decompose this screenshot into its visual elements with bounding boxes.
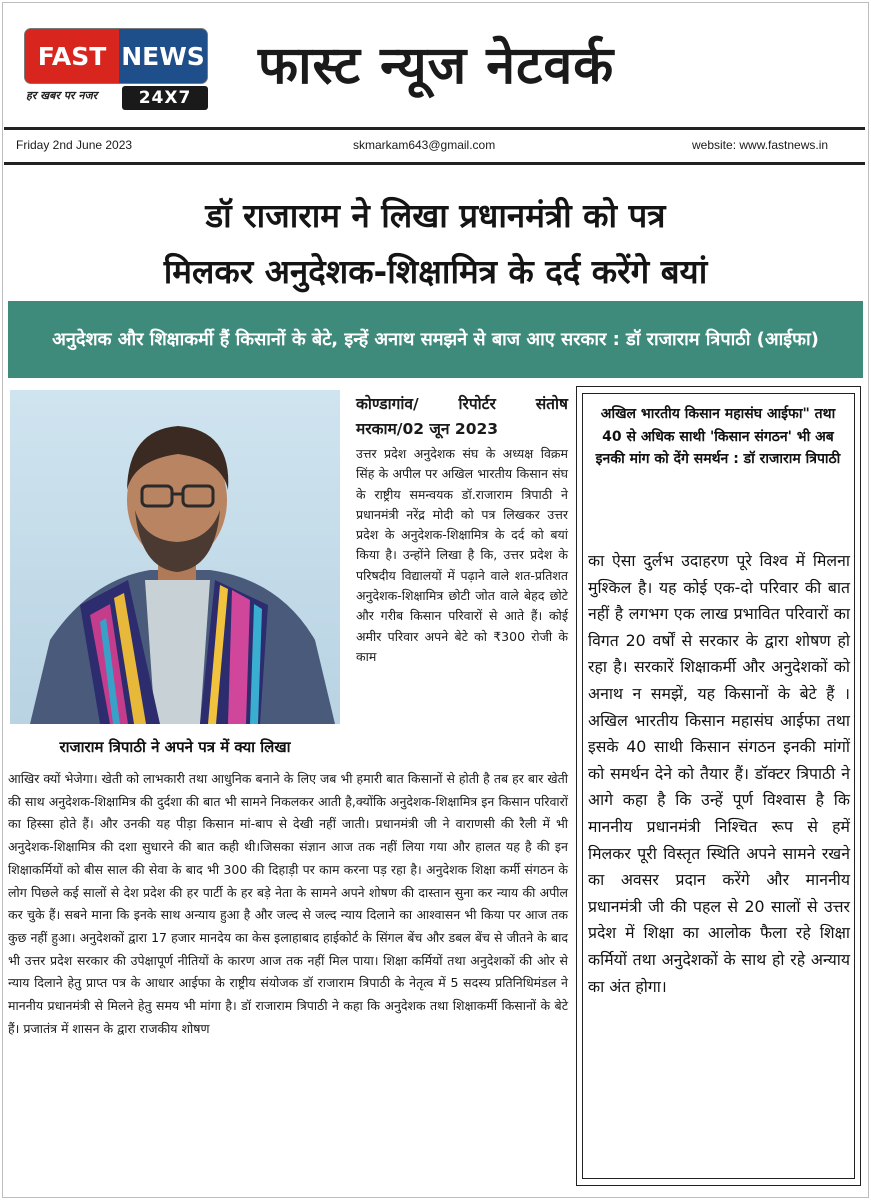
headline-line-2: मिलकर अनुदेशक-शिक्षामित्र के दर्द करेंगे बयां [163,252,708,291]
masthead-title: फास्ट न्यूज नेटवर्क [258,36,615,96]
headline-line-1: डॉ राजाराम ने लिखा प्रधानमंत्री को पत्र [205,196,666,235]
portrait-photo [10,390,340,724]
subheadline-text: अनुदेशक और शिक्षाकर्मी हैं किसानों के बेटे, इन्हें अनाथ समझने से बाज आए सरकार : डॉ राजाराम त्रिपाठी (आईफा) [52,328,819,350]
issue-date: Friday 2nd June 2023 [16,138,133,152]
sidebar-text: का ऐसा दुर्लभ उदाहरण पूरे विश्व में मिलना मुश्किल है। यह कोई एक-दो परिवार की बात नहीं है लगभग एक लाख प्रभावित परिवारों का विगत 20 वर्षों से सरकार के द्वारा शोषण हो रहा है। सरकारें शिक्षाकर्मी और अनुदेशकों को अनाथ न समझें, यह किसानों के बेटे हैं ।अखिल भारतीय किसान महासंघ आईफा तथा इसके 40 साथी किसान संगठन इनकी मांगों को समर्थन देने को तैयार हैं। डॉक्टर त्रिपाठी ने आगे कहा है कि उन्हें पूर्ण विश्वास है कि माननीय प्रधानमंत्री निश्चित रूप से हमें मिलकर पूरी विस्तृत स्थिति अपने सामने रखने का अवसर प्रदान करेंगे और माननीय प्रधानमंत्री जी की पहल से 20 सालों से उत्तर प्रदेश में शिक्षा का आलोक फैला रहे शिक्षा कर्मियों तथा अनुदेशकों के साथ हो रहे अन्याय का अंत होगा। [588,551,850,996]
story-continued-text: आखिर क्यों भेजेगा। खेती को लाभकारी तथा आधुनिक बनाने के लिए जब भी हमारी बात किसानों से होती है तब हर बार खेती की साथ अनुदेशक-शिक्षामित्र की दुर्दशा की बात भी सामने निकलकर आती है,क्योंकि अनुदेशक-शिक्षामित्र इन किसान परिवारों का हिस्सा होते हैं। और उनकी यह पीड़ा किसान मां-बाप से देखी नहीं जाती। प्रधानमंत्री जी ने वाराणसी की रैली में भी अनुदेशक-शिक्षामित्र की दशा सुधारने की बात कही थी।जिसका संज्ञान आज तक नहीं लिया गया और हालत यह है की इन शिक्षाकर्मियों को बीस साल की सेवा के बाद भी 300 की दिहाड़ी पर काम करना पड़ रहा है। अनुदेशक शिक्षा कर्मी संगठन के लोग पिछले कई सालों से देश प्रदेश की हर पार्टी के हर बड़े नेता के सामने अपने शोषण की दास्तान सुना कर न्याय की अपील कर चुके हैं। सबने माना कि इनके साथ अन्याय हुआ है और जल्द से जल्द न्याय दिलाने का आश्वासन भी किया पर आज तक कुछ नहीं हुआ। अनुदेशकों द्वारा 17 हजार मानदेय का केस इलाहाबाद हाईकोर्ट के सिंगल बेंच और डबल बेंच से जीतने के बाद भी उत्तर प्रदेश सरकार की उपेक्षापूर्ण नीतियों के कारण आज तक नहीं मिल पाया। शिक्षा कर्मियों तथा अनुदेशकों की ओर से न्याय दिलाने हेतु प्राप्त पत्र के आधार आईफा के राष्ट्रीय संयोजक डॉ राजाराम त्रिपाठी के नेतृत्व में 5 सदस्य प्रतिनिधिमंडल ने माननीय प्रधानमंत्री से मिलने हेतु समय भी मांगा है। डॉ राजाराम त्रिपाठी ने कहा कि अनुदेशक तथा शिक्षाकर्मी किसानों के बेटे हैं। प्रजातंत्र में शासन के द्वारा राजकीय शोषण [8,771,568,1036]
website-link: website: www.fastnews.in [692,138,829,152]
portrait-illustration [10,390,340,724]
masthead-rule-top [4,127,865,130]
contact-email: skmarkam643@gmail.com [353,138,496,152]
logo-box [24,28,208,84]
story-dateline: कोण्डागांव/ रिपोर्टर संतोष मरकाम/02 जून 2023 [356,395,568,438]
logo-247: 24X7 [122,86,208,110]
masthead-rule-bottom [4,162,865,165]
story-column-text: उत्तर प्रदेश अनुदेशक संघ के अध्यक्ष विक्रम सिंह के अपील पर अखिल भारतीय किसान संघ के राष्ट्रीय समन्वयक डॉ.राजाराम त्रिपाठी ने प्रधानमंत्री नरेंद्र मोदी को पत्र लिखकर उत्तर प्रदेश के अनुदेशक-शिक्षामित्र के दर्द को बयां किया है। उन्होंने लिखा है कि, उत्तर प्रदेश के परिषदीय विद्यालयों में पढ़ाने वाले शत-प्रतिशत अनुदेशक-शिक्षामित्र छोटी जोत वाले बेहद छोटे और गरीब किसान परिवारों से आते हैं। कोई अमीर परिवार अपने बेटे को ₹300 रोजी के काम [356,446,568,664]
sidebar-heading: अखिल भारतीय किसान महासंघ आईफा" तथा 40 से अधिक साथी 'किसान संगठन' भी अब इनकी मांग को देंगे समर्थन : डॉ राजाराम त्रिपाठी [595,406,841,467]
photo-caption: राजाराम त्रिपाठी ने अपने पत्र में क्या लिखा [59,738,291,756]
logo-fast: FAST [25,29,119,83]
headline [10,188,861,300]
logo-news: NEWS [119,29,207,83]
fastnews-logo [24,28,208,112]
subheadline-banner [8,301,863,378]
logo-tagline: हर खबर पर नजर [26,89,98,102]
